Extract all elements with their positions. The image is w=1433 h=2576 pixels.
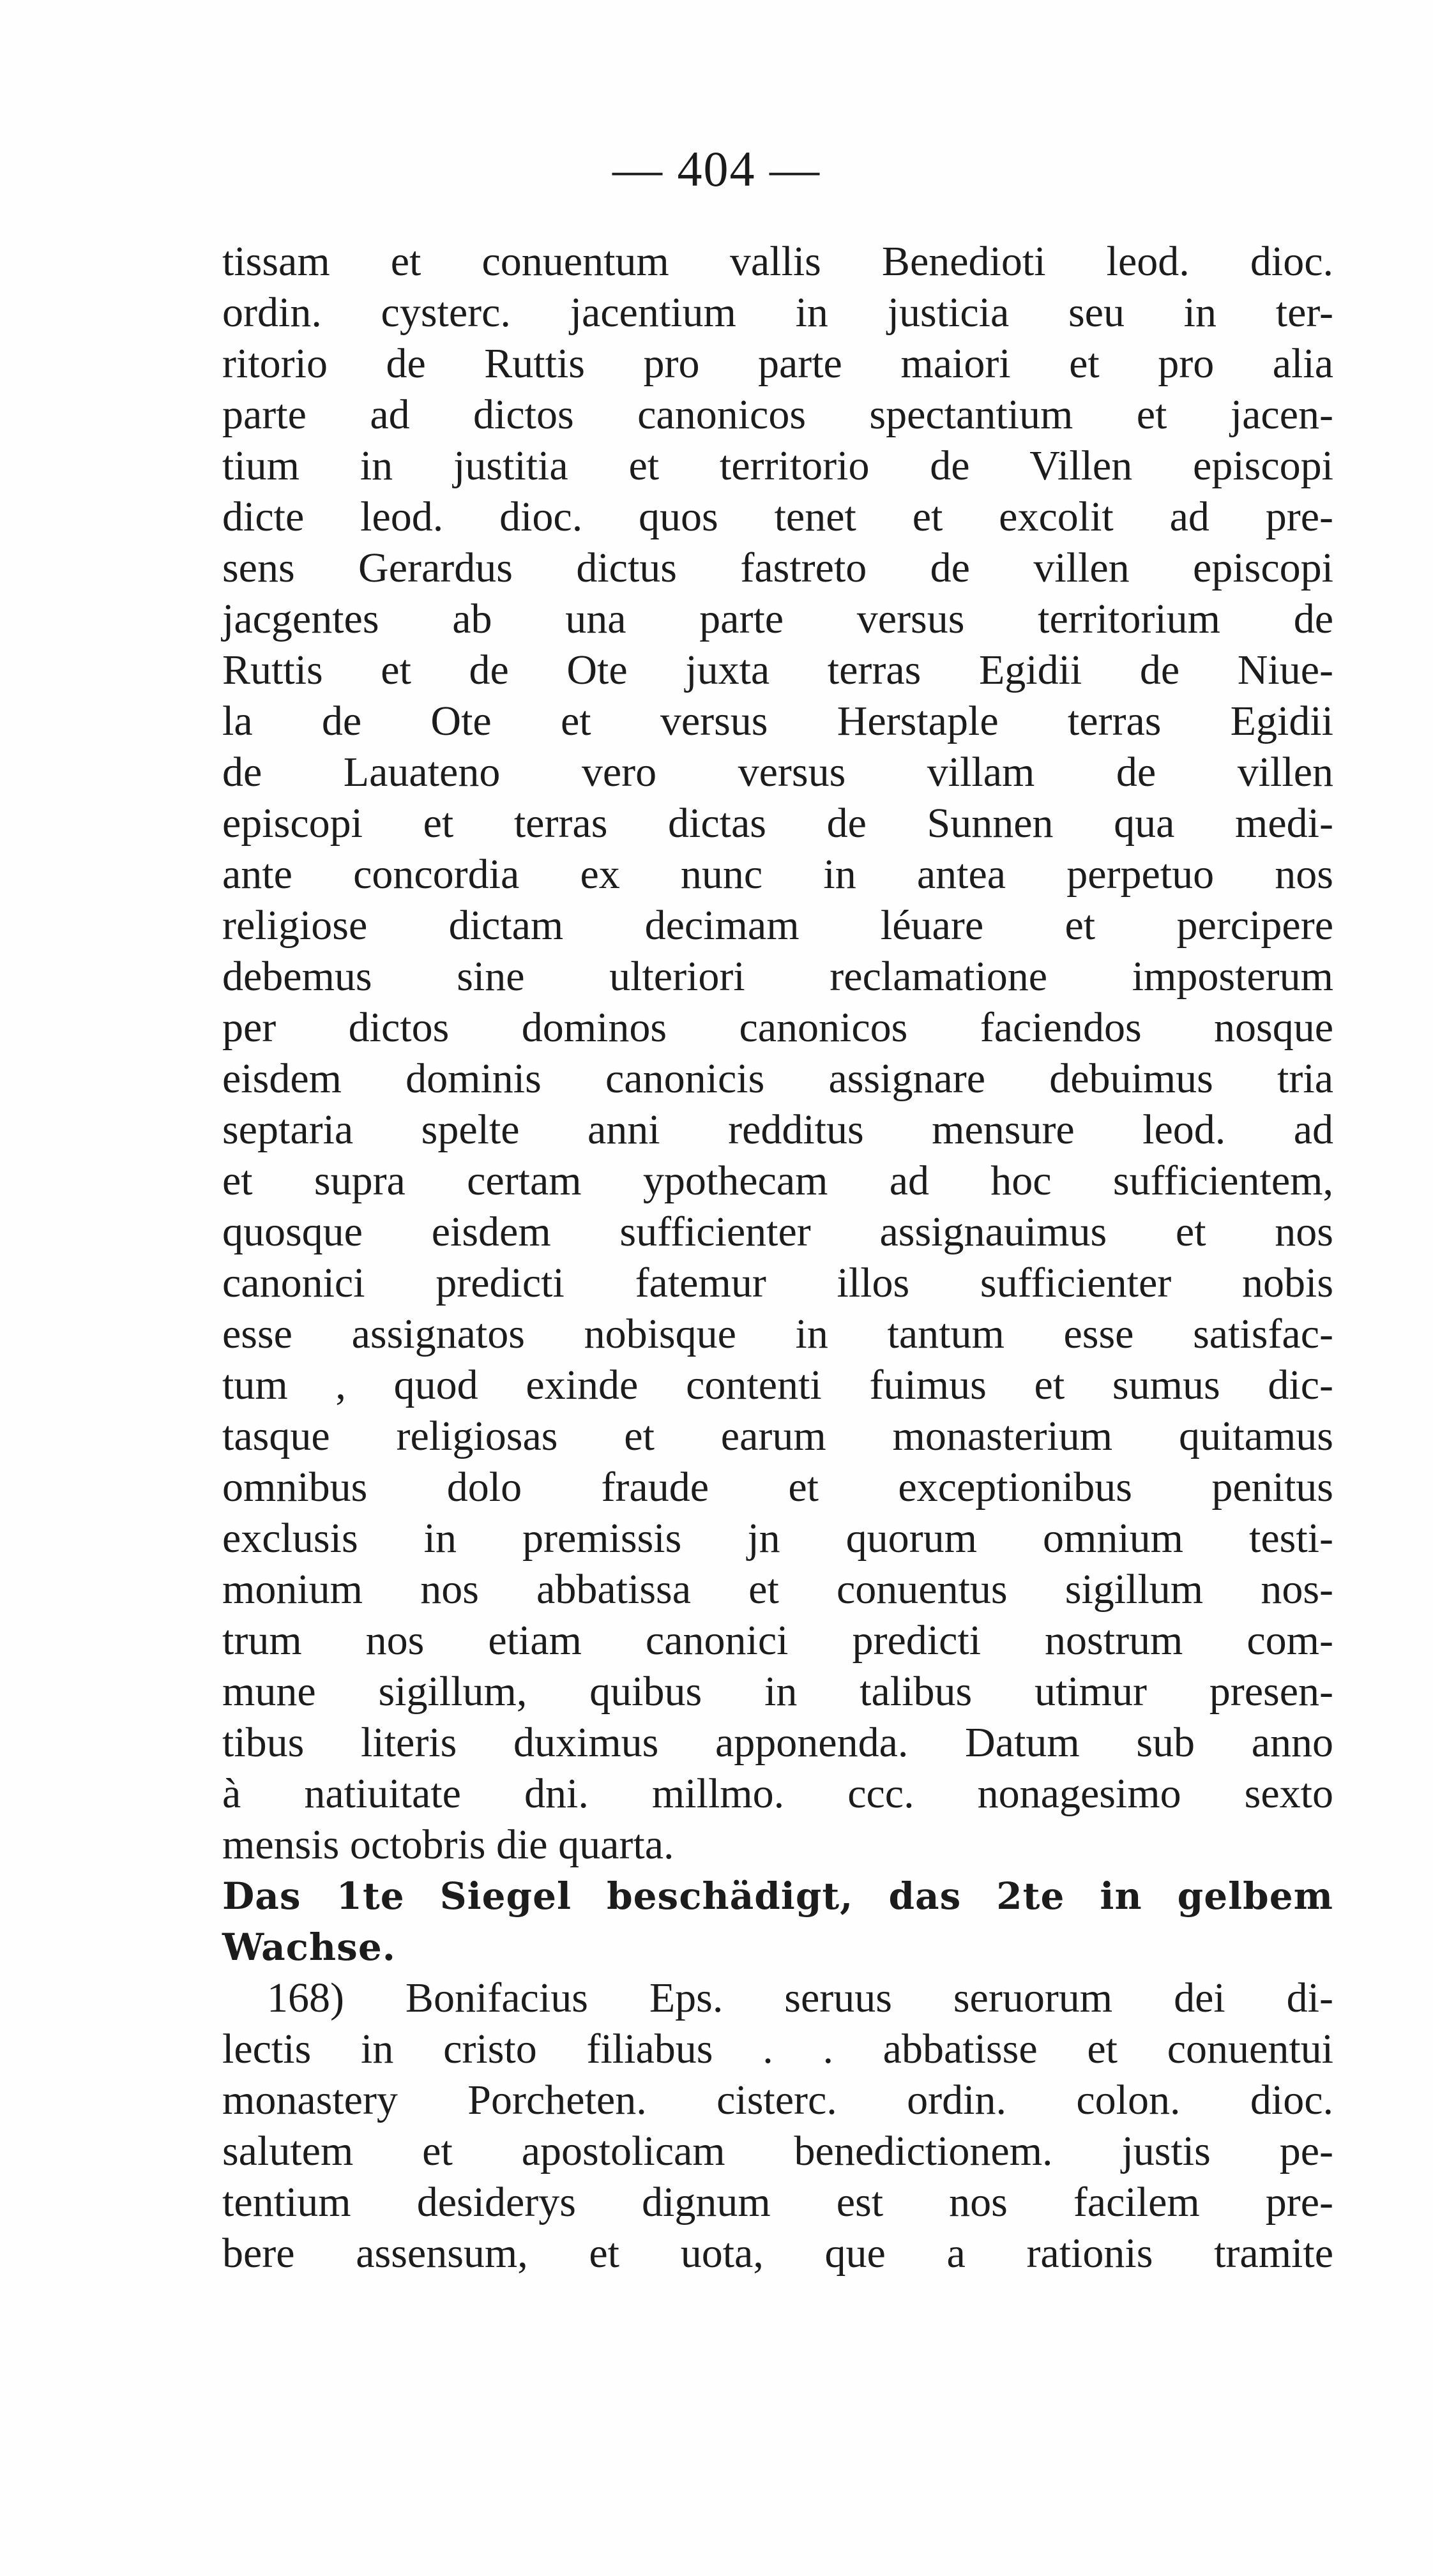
body-text [222, 236, 1333, 2279]
text-line: dicte leod. dioc. quos tenet et excolit ad pre- [222, 493, 1333, 540]
text-line: tissam et conuentum vallis Benedioti leod. dioc. [222, 238, 1333, 285]
text-line: omnibus dolo fraude et exceptionibus penitus [222, 1464, 1333, 1510]
text-line: tium in justitia et territorio de Villen episcopi [222, 442, 1333, 489]
text-line: Das 1te Siegel beschädigt, das 2te in gelbem [222, 1874, 1333, 1918]
text-line: per dictos dominos canonicos faciendos nosque [222, 1004, 1333, 1051]
text-line: ante concordia ex nunc in antea perpetuo nos [222, 851, 1333, 898]
text-line: 168) Bonifacius Eps. seruus seruorum dei di- [267, 1975, 1333, 2021]
page-number: — 404 — [612, 141, 821, 197]
text-line: religiose dictam decimam léuare et percipere [222, 902, 1333, 949]
text-line: Wachse. [222, 1925, 396, 1969]
text-line: trum nos etiam canonici predicti nostrum com- [222, 1617, 1333, 1664]
text-line: salutem et apostolicam benedictionem. justis pe- [222, 2128, 1333, 2174]
text-line: jacgentes ab una parte versus territorium de [222, 596, 1333, 642]
text-line: bere assensum, et uota, que a rationis tramite [222, 2230, 1333, 2277]
text-line: sens Gerardus dictus fastreto de villen episcopi [222, 545, 1333, 591]
text-line: tentium desiderys dignum est nos facilem pre- [222, 2179, 1333, 2226]
text-line: mensis octobris die quarta. [222, 1821, 674, 1868]
text-line: quosque eisdem sufficienter assignauimus et nos [222, 1209, 1333, 1255]
text-line: et supra certam ypothecam ad hoc sufficientem, [222, 1157, 1333, 1204]
text-line: esse assignatos nobisque in tantum esse satisfac- [222, 1311, 1333, 1357]
text-line: à natiuitate dni. millmo. ccc. nonagesimo sexto [222, 1770, 1333, 1817]
text-line: tum , quod exinde contenti fuimus et sumus dic- [222, 1362, 1333, 1408]
text-line: septaria spelte anni redditus mensure leod. ad [222, 1106, 1333, 1153]
text-line: debemus sine ulteriori reclamatione imposterum [222, 953, 1333, 1000]
text-line: eisdem dominis canonicis assignare debuimus tria [222, 1055, 1333, 1102]
text-line: tasque religiosas et earum monasterium quitamus [222, 1413, 1333, 1459]
text-line: canonici predicti fatemur illos sufficienter nobis [222, 1260, 1333, 1306]
text-line: monium nos abbatissa et conuentus sigillum nos- [222, 1566, 1333, 1613]
text-line: mune sigillum, quibus in talibus utimur presen- [222, 1668, 1333, 1715]
text-line: la de Ote et versus Herstaple terras Egidii [222, 698, 1333, 744]
text-line: lectis in cristo filiabus . . abbatisse et conuentui [222, 2026, 1333, 2072]
text-line: Ruttis et de Ote juxta terras Egidii de Niue- [222, 647, 1333, 693]
text-line: tibus literis duximus apponenda. Datum sub anno [222, 1719, 1333, 1766]
text-line: ordin. cysterc. jacentium in justicia seu in ter- [222, 289, 1333, 336]
text-line: episcopi et terras dictas de Sunnen qua medi- [222, 800, 1333, 847]
text-line: ritorio de Ruttis pro parte maiori et pro alia [222, 340, 1333, 387]
text-line: exclusis in premissis jn quorum omnium testi- [222, 1515, 1333, 1562]
text-line: monastery Porcheten. cisterc. ordin. colon. dioc. [222, 2077, 1333, 2123]
text-line: de Lauateno vero versus villam de villen [222, 749, 1333, 795]
text-line: parte ad dictos canonicos spectantium et jacen- [222, 391, 1333, 438]
